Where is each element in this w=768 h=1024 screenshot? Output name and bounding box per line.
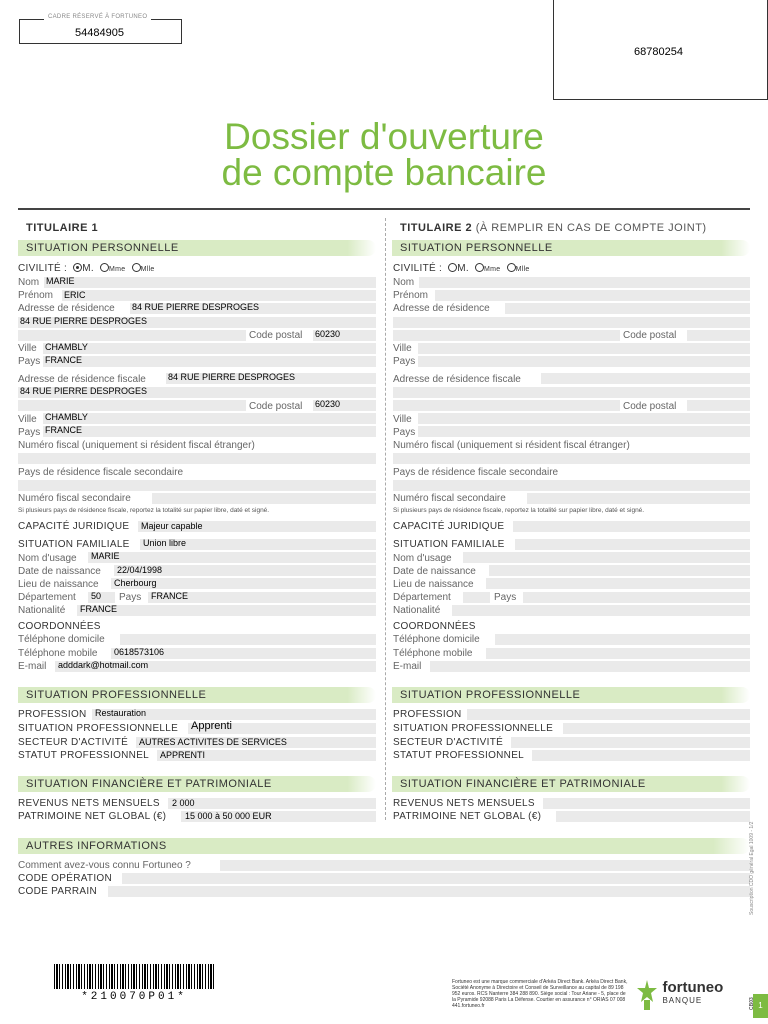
t1-prenom-label: Prénom xyxy=(18,290,54,301)
side-code: CB03 xyxy=(749,997,755,1010)
t2-profession-label: PROFESSION xyxy=(393,709,462,720)
t2-nom-label: Nom xyxy=(393,277,415,288)
t2-adrf-label: Adresse de résidence fiscale xyxy=(393,374,521,385)
t2-revenus-label: REVENUS NETS MENSUELS xyxy=(393,798,535,809)
operation-label: CODE OPÉRATION xyxy=(18,873,113,884)
t2-adrf2-field[interactable] xyxy=(393,387,750,398)
t2-lieu-field[interactable] xyxy=(486,578,750,589)
t1-perso-section: SITUATION PERSONNELLE xyxy=(18,240,376,256)
t1-villef-value: CHAMBLY xyxy=(45,412,88,422)
t1-cp-value: 60230 xyxy=(315,329,341,339)
t1-prenom-field[interactable] xyxy=(62,290,376,301)
t1-capacite-value: Majeur capable xyxy=(141,521,203,531)
t2-cpf-field[interactable] xyxy=(687,400,750,411)
t2-sitpro-label: SITUATION PROFESSIONNELLE xyxy=(393,723,554,734)
t1-naiss-label: Date de naissance xyxy=(18,566,101,577)
t2-paysf-label: Pays xyxy=(393,427,416,438)
t1-adr3-field[interactable] xyxy=(18,330,246,341)
page-title-line1: Dossier d'ouverture xyxy=(224,116,544,157)
t2-revenus-field[interactable] xyxy=(543,798,750,809)
t1-fin-section: SITUATION FINANCIÈRE ET PATRIMONIALE xyxy=(18,776,376,792)
t2-civ-mlle-label: Mlle xyxy=(515,266,530,273)
t2-prenom-label: Prénom xyxy=(393,290,429,301)
t1-pays-field[interactable] xyxy=(43,356,376,367)
t2-pays2-field[interactable] xyxy=(523,592,750,603)
t2-secteur-label: SECTEUR D'ACTIVITÉ xyxy=(393,737,504,748)
t1-email-value: adddark@hotmail.com xyxy=(58,660,149,670)
t1-email-label: E-mail xyxy=(18,661,47,672)
t1-sitpro-label: SITUATION PROFESSIONNELLE xyxy=(18,723,179,734)
t2-civ-mme-label: Mme xyxy=(484,266,501,273)
t2-pro-section: SITUATION PROFESSIONNELLE xyxy=(392,687,750,703)
t2-adrf-field[interactable] xyxy=(541,373,750,384)
t2-lieu-label: Lieu de naissance xyxy=(393,579,474,590)
connu-field[interactable] xyxy=(220,860,750,871)
t1-numfisc2-label: Numéro fiscal secondaire xyxy=(18,493,131,504)
t2-civilite xyxy=(393,263,530,276)
t1-ville-field[interactable] xyxy=(43,343,376,354)
t1-secteur-value: AUTRES ACTIVITES DE SERVICES xyxy=(139,737,287,747)
t2-dept-field[interactable] xyxy=(463,592,490,603)
t1-villef-label: Ville xyxy=(18,414,37,425)
t1-heading: TITULAIRE 1 xyxy=(26,222,99,234)
t1-statut-label: STATUT PROFESSIONNEL xyxy=(18,750,150,761)
t2-cp-label: Code postal xyxy=(623,330,677,341)
t2-numfisc-label: Numéro fiscal (uniquement si résident fiscal étranger) xyxy=(393,440,630,451)
t2-heading-note: (À REMPLIR EN CAS DE COMPTE JOINT) xyxy=(475,222,707,234)
t1-dept-label: Département xyxy=(18,592,76,603)
t1-lieu-label: Lieu de naissance xyxy=(18,579,99,590)
civ-mme-label: Mme xyxy=(109,266,126,273)
t2-adr-field[interactable] xyxy=(505,303,750,314)
t2-famille-label: SITUATION FAMILIALE xyxy=(393,539,505,550)
t1-nom-value: MARIE xyxy=(46,276,75,286)
radio-mme[interactable] xyxy=(100,263,109,272)
t1-nat-field[interactable] xyxy=(77,605,376,616)
t2-capacite-label: CAPACITÉ JURIDIQUE xyxy=(393,521,505,532)
t2-numfisc2-label: Numéro fiscal secondaire xyxy=(393,493,506,504)
t2-famille-field[interactable] xyxy=(515,539,750,550)
t1-ville-label: Ville xyxy=(18,343,37,354)
autres-section: AUTRES INFORMATIONS xyxy=(18,838,750,854)
t2-naiss-label: Date de naissance xyxy=(393,566,476,577)
t1-cpf-value: 60230 xyxy=(315,399,341,409)
t1-secteur-label: SECTEUR D'ACTIVITÉ xyxy=(18,737,129,748)
t2-nat-field[interactable] xyxy=(452,605,750,616)
t2-ville-field[interactable] xyxy=(418,343,750,354)
civilite-label: CIVILITÉ : xyxy=(18,263,68,274)
t2-paysf-field[interactable] xyxy=(418,426,750,437)
barcode-text: *210070P01* xyxy=(81,991,187,1003)
t2-sitpro-field[interactable] xyxy=(563,723,750,734)
radio-m[interactable] xyxy=(73,263,82,272)
t1-ville-value: CHAMBLY xyxy=(45,342,88,352)
reference-value: 68780254 xyxy=(634,46,683,58)
reserved-caption: CADRE RÉSERVÉ À FORTUNEO xyxy=(44,14,151,20)
legal-notice: Fortuneo est une marque commerciale d'Arkéa Direct Bank. Arkéa Direct Bank, Société Anonyme à Directoire et Conseil de Surveillance au capital de 89 198 952 euros. RCS Nanterre 384 288 890. Siège social : Tour Ariane - 5, place de la Pyramide 92088 Paris La Défense. Courtier en assurance n° ORIAS 07 008 441.fortuneo.fr xyxy=(452,979,628,1009)
t2-usage-label: Nom d'usage xyxy=(393,553,452,564)
t2-patrimoine-field[interactable] xyxy=(556,811,750,822)
t2-naiss-field[interactable] xyxy=(489,565,750,576)
t2-adr-label: Adresse de résidence xyxy=(393,303,490,314)
t1-paysf-value: FRANCE xyxy=(45,425,83,435)
t2-usage-field[interactable] xyxy=(463,552,750,563)
t2-cpf-label: Code postal xyxy=(623,401,677,412)
t1-famille-value: Union libre xyxy=(143,538,187,548)
title-rule xyxy=(18,208,750,210)
t1-nom-label: Nom xyxy=(18,277,40,288)
t1-revenus-field[interactable] xyxy=(168,798,376,809)
t1-pays2-value: FRANCE xyxy=(151,591,189,601)
t2-radio-mlle[interactable] xyxy=(507,263,516,272)
t1-profession-value: Restauration xyxy=(95,708,147,718)
t2-coord-label: COORDONNÉES xyxy=(393,621,476,632)
t1-patrimoine-label: PATRIMOINE NET GLOBAL (€) xyxy=(18,811,167,822)
t2-prenom-field[interactable] xyxy=(435,290,750,301)
t1-adrf1-value: 84 RUE PIERRE DESPROGES xyxy=(168,372,296,382)
connu-label: Comment avez-vous connu Fortuneo ? xyxy=(18,860,191,871)
t1-paysf-label: Pays xyxy=(18,427,41,438)
t1-pays2-label: Pays xyxy=(119,592,142,603)
t2-numfisc2-field[interactable] xyxy=(527,493,750,504)
t2-nat-label: Nationalité xyxy=(393,605,441,616)
t2-dept-label: Département xyxy=(393,592,451,603)
t2-telmob-label: Téléphone mobile xyxy=(393,648,473,659)
t2-villef-field[interactable] xyxy=(418,413,750,424)
t1-pro-section: SITUATION PROFESSIONNELLE xyxy=(18,687,376,703)
t2-note: Si plusieurs pays de résidence fiscale, reportez la totalité sur papier libre, daté et signé. xyxy=(393,507,645,514)
parrain-field[interactable] xyxy=(108,886,750,897)
side-text: Souscription CDO général Egal 1009 - 1/2 xyxy=(749,821,755,915)
t1-adrf3-field[interactable] xyxy=(18,400,246,411)
t2-civ-m-label: M. xyxy=(457,263,469,274)
t1-telmob-label: Téléphone mobile xyxy=(18,648,98,659)
barcode xyxy=(54,964,214,989)
t2-teldom-label: Téléphone domicile xyxy=(393,634,480,645)
t2-civilite-label: CIVILITÉ : xyxy=(393,263,443,274)
page-number: 1 xyxy=(753,994,768,1018)
t1-teldom-field[interactable] xyxy=(120,634,376,645)
t1-adr-label: Adresse de résidence xyxy=(18,303,115,314)
t1-teldom-label: Téléphone domicile xyxy=(18,634,105,645)
radio-mlle[interactable] xyxy=(132,263,141,272)
t1-naiss-value: 22/04/1998 xyxy=(117,565,163,575)
t2-paysfisc2-field[interactable] xyxy=(393,480,750,491)
t1-prenom-value: ERIC xyxy=(64,290,86,300)
t2-telmob-field[interactable] xyxy=(486,648,750,659)
t2-heading xyxy=(392,220,750,236)
t1-profession-label: PROFESSION xyxy=(18,709,87,720)
t1-usage-label: Nom d'usage xyxy=(18,553,77,564)
t2-perso-section: SITUATION PERSONNELLE xyxy=(392,240,750,256)
t1-capacite-label: CAPACITÉ JURIDIQUE xyxy=(18,521,130,532)
t1-sitpro-value: Apprenti xyxy=(191,720,232,732)
star-person-icon xyxy=(636,980,658,1010)
t1-revenus-value: 2 000 xyxy=(172,798,195,808)
t1-patrimoine-value: 15 000 à 50 000 EUR xyxy=(185,811,272,821)
logo-name: fortuneo xyxy=(662,979,724,996)
t1-nom-field[interactable] xyxy=(44,277,376,288)
t1-nat-value: FRANCE xyxy=(80,604,118,614)
t1-adr2-value: 84 RUE PIERRE DESPROGES xyxy=(20,316,148,326)
t2-numfisc-field[interactable] xyxy=(393,453,750,464)
parrain-label: CODE PARRAIN xyxy=(18,886,97,897)
t1-adr1-value: 84 RUE PIERRE DESPROGES xyxy=(132,302,260,312)
page-title-line2: de compte bancaire xyxy=(221,152,547,193)
t2-adr3-field[interactable] xyxy=(393,330,620,341)
t2-heading-title: TITULAIRE 2 xyxy=(400,222,473,234)
t1-lieu-value: Cherbourg xyxy=(114,578,157,588)
t1-famille-label: SITUATION FAMILIALE xyxy=(18,539,130,550)
t1-adrf-label: Adresse de résidence fiscale xyxy=(18,374,146,385)
t2-capacite-field[interactable] xyxy=(513,521,750,532)
t1-civilite xyxy=(18,263,155,276)
t2-radio-m[interactable] xyxy=(448,263,457,272)
t1-numfisc-field[interactable] xyxy=(18,453,376,464)
t2-adr2-field[interactable] xyxy=(393,317,750,328)
t1-coord-label: COORDONNÉES xyxy=(18,621,101,632)
t1-usage-field[interactable] xyxy=(88,552,376,563)
t2-patrimoine-label: PATRIMOINE NET GLOBAL (€) xyxy=(393,811,542,822)
t1-pays-value: FRANCE xyxy=(45,355,83,365)
t1-telmob-value: 0618573106 xyxy=(114,647,165,657)
operation-field[interactable] xyxy=(122,873,750,884)
t2-secteur-field[interactable] xyxy=(511,737,750,748)
t1-nat-label: Nationalité xyxy=(18,605,66,616)
t2-profession-field[interactable] xyxy=(467,709,750,720)
t2-adrf3-field[interactable] xyxy=(393,400,620,411)
logo-sub: BANQUE xyxy=(662,996,703,1005)
t2-email-field[interactable] xyxy=(430,661,750,672)
t2-pays2-label: Pays xyxy=(494,592,517,603)
t2-fin-section: SITUATION FINANCIÈRE ET PATRIMONIALE xyxy=(392,776,750,792)
t2-cp-field[interactable] xyxy=(687,330,750,341)
reserved-value: 54484905 xyxy=(75,27,124,39)
t1-statut-value: APPRENTI xyxy=(160,750,206,760)
t1-pays-label: Pays xyxy=(18,356,41,367)
t2-ville-label: Ville xyxy=(393,343,412,354)
column-divider xyxy=(385,218,387,820)
reference-box xyxy=(553,0,768,100)
reserved-box xyxy=(19,14,182,44)
t1-paysfisc2-field[interactable] xyxy=(18,480,376,491)
t1-cpf-label: Code postal xyxy=(249,401,303,412)
t1-numfisc2-field[interactable] xyxy=(152,493,376,504)
civ-m-label: M. xyxy=(82,263,94,274)
t1-note: Si plusieurs pays de résidence fiscale, reportez la totalité sur papier libre, daté et signé. xyxy=(18,507,270,514)
t1-cp-label: Code postal xyxy=(249,330,303,341)
t2-statut-label: STATUT PROFESSIONNEL xyxy=(393,750,525,761)
t2-statut-field[interactable] xyxy=(532,750,750,761)
t1-villef-field[interactable] xyxy=(43,413,376,424)
civ-mlle-label: Mlle xyxy=(140,266,155,273)
fortuneo-logo xyxy=(636,980,723,1010)
t1-numfisc-label: Numéro fiscal (uniquement si résident fiscal étranger) xyxy=(18,440,255,451)
t1-revenus-label: REVENUS NETS MENSUELS xyxy=(18,798,160,809)
t1-dept-value: 50 xyxy=(91,591,102,601)
t2-paysfisc2-label: Pays de résidence fiscale secondaire xyxy=(393,467,559,478)
t2-villef-label: Ville xyxy=(393,414,412,425)
t2-radio-mme[interactable] xyxy=(475,263,484,272)
t1-paysf-field[interactable] xyxy=(43,426,376,437)
t2-email-label: E-mail xyxy=(393,661,422,672)
t2-pays-label: Pays xyxy=(393,356,416,367)
t1-adrf2-value: 84 RUE PIERRE DESPROGES xyxy=(20,386,148,396)
t2-teldom-field[interactable] xyxy=(495,634,750,645)
t2-nom-field[interactable] xyxy=(419,277,750,288)
t1-paysfisc2-label: Pays de résidence fiscale secondaire xyxy=(18,467,184,478)
t1-usage-value: MARIE xyxy=(91,551,120,561)
t2-pays-field[interactable] xyxy=(418,356,750,367)
